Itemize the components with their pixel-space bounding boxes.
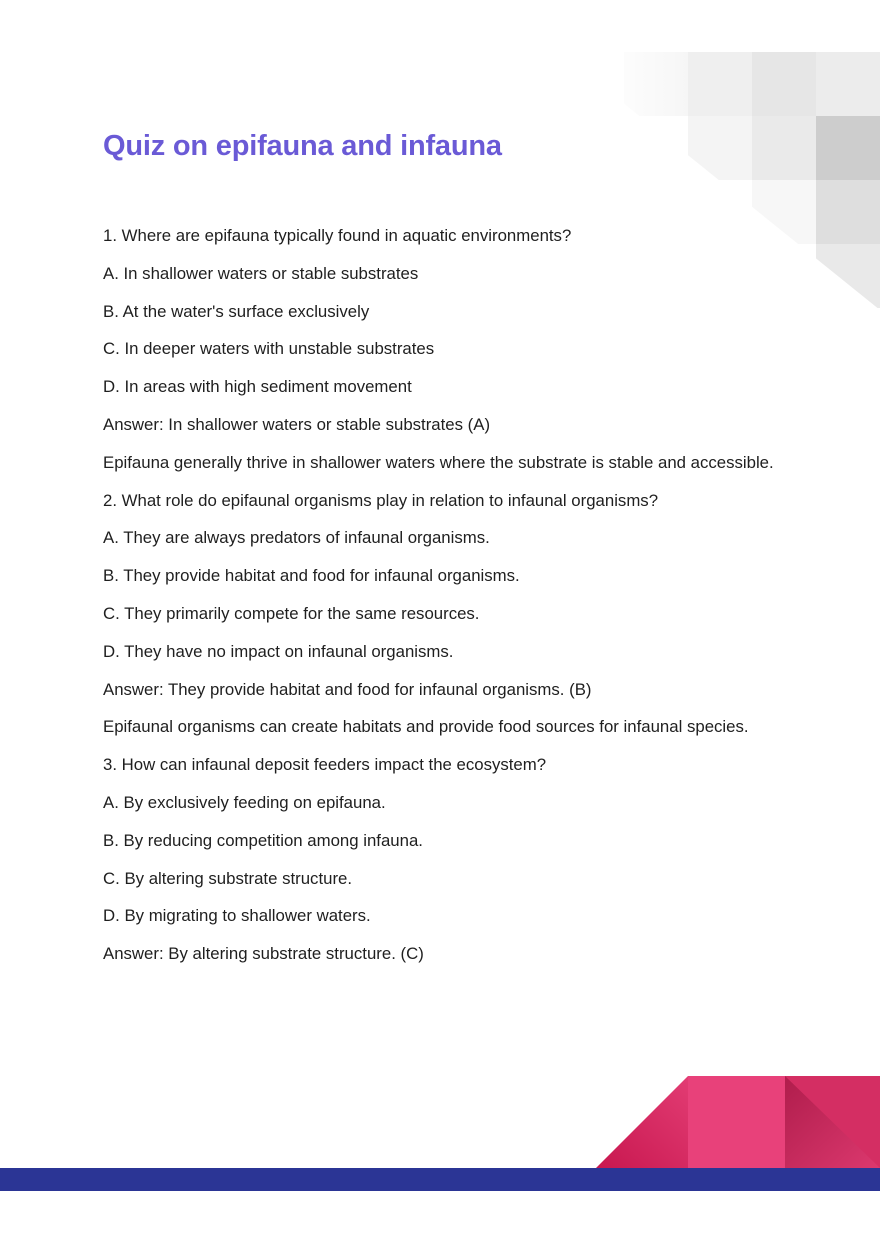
question-text: 2. What role do epifaunal organisms play in relation to infaunal organisms? [103, 490, 659, 510]
option-d: D. By migrating to shallower waters. [103, 906, 371, 926]
option-c: C. They primarily compete for the same resources. [103, 603, 480, 623]
option-d: D. They have no impact on infaunal organisms. [103, 641, 454, 661]
option-c: C. By altering substrate structure. [103, 868, 353, 888]
option-c: C. In deeper waters with unstable substrates [103, 339, 435, 359]
footer-decoration [0, 1070, 880, 1245]
explanation-text: Epifaunal organisms can create habitats and provide food sources for infaunal species. [103, 717, 749, 737]
option-a: A. By exclusively feeding on epifauna. [103, 792, 386, 812]
question-text: 1. Where are epifauna typically found in aquatic environments? [103, 226, 572, 245]
quiz-content [103, 224, 783, 980]
option-b: B. By reducing competition among infauna. [103, 830, 423, 850]
explanation-text: Epifauna generally thrive in shallower waters where the substrate is stable and accessible. [103, 452, 774, 472]
accent-square-middle [688, 1076, 785, 1168]
question-block-2 [103, 489, 783, 739]
answer-text: Answer: By altering substrate structure. (C) [103, 944, 424, 964]
answer-text: Answer: In shallower waters or stable substrates (A) [103, 414, 491, 434]
footer-band [0, 1168, 880, 1191]
question-block-1 [103, 224, 783, 474]
question-block-3 [103, 753, 783, 965]
option-d: D. In areas with high sediment movement [103, 377, 412, 397]
question-text: 3. How can infaunal deposit feeders impact the ecosystem? [103, 755, 547, 775]
answer-text: Answer: They provide habitat and food for infaunal organisms. (B) [103, 679, 592, 699]
option-a: A. They are always predators of infaunal organisms. [103, 528, 490, 548]
option-b: B. They provide habitat and food for infaunal organisms. [103, 566, 520, 586]
option-b: B. At the water's surface exclusively [103, 301, 370, 321]
page-title: Quiz on epifauna and infauna [103, 130, 502, 162]
option-a: A. In shallower waters or stable substrates [103, 263, 419, 283]
accent-triangle-left [596, 1076, 688, 1168]
